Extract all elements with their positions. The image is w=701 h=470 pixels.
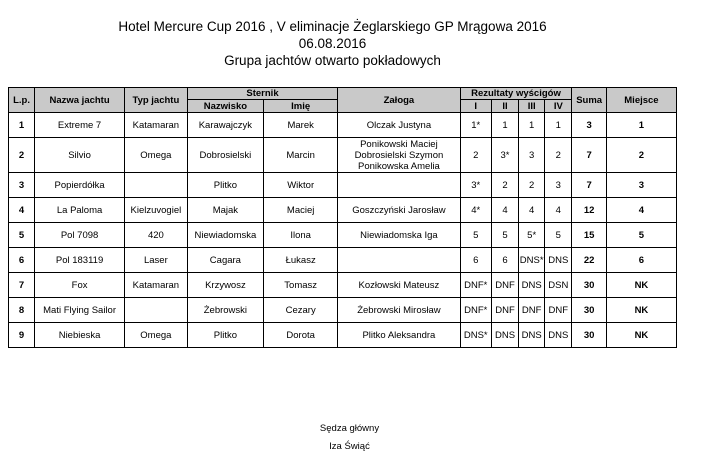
cell-yacht-type: Laser [125,248,188,273]
col-crew: Załoga [338,88,460,113]
table-row [9,273,677,298]
cell-yacht-type: Kielzuvogiel [125,198,188,223]
cell-place: 6 [606,248,676,273]
table-row [9,298,677,323]
table-row [9,198,677,223]
cell-place: NK [606,323,676,348]
cell-race-4: DNF [545,298,572,323]
col-race-3: III [519,100,545,113]
cell-sum: 22 [572,248,606,273]
col-surname: Nazwisko [187,100,263,113]
cell-yacht-name: Pol 7098 [35,223,125,248]
cell-sum: 30 [572,323,606,348]
judge-name: Iza Świąć [329,441,370,452]
crew-member: Olczak Justyna [366,119,432,131]
cell-race-2: DNF [491,273,518,298]
col-place: Miejsce [606,88,676,113]
crew-member: Dobrosielski Szymon [354,149,444,161]
cell-race-4: 3 [545,173,572,198]
cell-lp: 1 [9,113,35,138]
cell-sum: 7 [572,173,606,198]
cell-race-1: 1* [460,113,491,138]
col-yacht-type: Typ jachtu [125,88,188,113]
cell-lp: 2 [9,138,35,173]
cell-place: 5 [606,223,676,248]
cell-sum: 7 [572,138,606,173]
cell-sum: 30 [572,273,606,298]
cell-crew [338,138,460,173]
cell-race-1: 3* [460,173,491,198]
cell-crew [338,298,460,323]
col-race-2: II [491,100,518,113]
judge-title: Sędza główny [319,423,380,434]
cell-firstname: Ilona [264,223,338,248]
table-row [9,223,677,248]
cell-race-3: DNS [519,323,545,348]
cell-surname: Plitko [187,173,263,198]
results-table [8,87,677,348]
cell-crew [338,113,460,138]
cell-race-1: 5 [460,223,491,248]
col-results: Rezultaty wyścigów [460,88,572,100]
cell-race-1: 6 [460,248,491,273]
cell-firstname: Tomasz [264,273,338,298]
cell-place: NK [606,298,676,323]
cell-yacht-type [125,173,188,198]
table-row [9,173,677,198]
cell-yacht-type: Katamaran [125,113,188,138]
cell-race-1: DNF* [460,298,491,323]
cell-race-3: 4 [519,198,545,223]
cell-crew [338,323,460,348]
cell-crew [338,273,460,298]
cell-place: 2 [606,138,676,173]
cell-firstname: Maciej [264,198,338,223]
cell-surname: Cagara [187,248,263,273]
cell-firstname: Marcin [264,138,338,173]
cell-surname: Majak [187,198,263,223]
cell-race-3: 3 [519,138,545,173]
cell-firstname: Marek [264,113,338,138]
col-race-1: I [460,100,491,113]
cell-race-1: DNF* [460,273,491,298]
cell-sum: 3 [572,113,606,138]
cell-yacht-type: Omega [125,138,188,173]
cell-firstname: Cezary [264,298,338,323]
col-sum: Suma [572,88,606,113]
cell-crew [338,173,460,198]
cell-race-1: DNS* [460,323,491,348]
cell-race-4: 4 [545,198,572,223]
cell-race-3: DNS [519,273,545,298]
col-lp: L.p. [9,88,35,113]
crew-member: Goszczyński Jarosław [352,204,446,216]
cell-race-2: 4 [491,198,518,223]
cell-race-3: 5* [519,223,545,248]
cell-lp: 3 [9,173,35,198]
cell-crew [338,223,460,248]
cell-crew [338,248,460,273]
cell-surname: Żebrowski [187,298,263,323]
cell-race-4: DSN [545,273,572,298]
cell-firstname: Wiktor [264,173,338,198]
cell-yacht-name: Pol 183119 [35,248,125,273]
cell-race-2: DNF [491,298,518,323]
cell-race-1: 4* [460,198,491,223]
cell-race-3: DNF [519,298,545,323]
cell-lp: 6 [9,248,35,273]
cell-sum: 30 [572,298,606,323]
cell-firstname: Łukasz [264,248,338,273]
title-group: Grupa jachtów otwarto pokładowych [224,53,441,68]
crew-member: Kozłowski Mateusz [358,279,440,291]
cell-race-4: 1 [545,113,572,138]
crew-member: Ponikowski Maciej [360,138,438,150]
col-helm: Sternik [187,88,338,100]
cell-yacht-name: Fox [35,273,125,298]
cell-yacht-name: Niebieska [35,323,125,348]
cell-firstname: Dorota [264,323,338,348]
cell-race-2: 3* [491,138,518,173]
cell-race-4: DNS [545,323,572,348]
cell-race-3: DNS* [519,248,545,273]
title-date: 06.08.2016 [298,36,367,51]
cell-place: NK [606,273,676,298]
cell-surname: Niewiadomska [187,223,263,248]
cell-place: 3 [606,173,676,198]
cell-race-2: 1 [491,113,518,138]
cell-race-4: 5 [545,223,572,248]
crew-member: Plitko Aleksandra [362,329,436,341]
cell-lp: 5 [9,223,35,248]
cell-yacht-name: Mati Flying Sailor [35,298,125,323]
cell-race-2: DNS [491,323,518,348]
cell-lp: 9 [9,323,35,348]
table-row [9,138,677,173]
cell-yacht-type [125,298,188,323]
cell-surname: Dobrosielski [187,138,263,173]
cell-lp: 4 [9,198,35,223]
cell-yacht-name: Popierdółka [35,173,125,198]
cell-surname: Karawajczyk [187,113,263,138]
cell-race-2: 2 [491,173,518,198]
cell-race-3: 2 [519,173,545,198]
cell-yacht-type: Katamaran [125,273,188,298]
table-row [9,248,677,273]
cell-yacht-name: Extreme 7 [35,113,125,138]
cell-race-3: 1 [519,113,545,138]
cell-sum: 12 [572,198,606,223]
crew-member: Ponikowska Amelia [357,160,440,172]
cell-race-2: 5 [491,223,518,248]
cell-race-1: 2 [460,138,491,173]
cell-crew [338,198,460,223]
col-firstname: Imię [264,100,338,113]
title-line-1: Hotel Mercure Cup 2016 , V eliminacje Żeglarskiego GP Mrągowa 2016 [118,19,547,34]
table-row [9,323,677,348]
crew-member: Żebrowski Mirosław [357,304,441,316]
cell-surname: Krzywosz [187,273,263,298]
cell-lp: 7 [9,273,35,298]
cell-surname: Plitko [187,323,263,348]
col-yacht-name: Nazwa jachtu [35,88,125,113]
cell-yacht-name: Silvio [35,138,125,173]
cell-yacht-type: Omega [125,323,188,348]
cell-race-4: 2 [545,138,572,173]
cell-sum: 15 [572,223,606,248]
crew-member: Niewiadomska Iga [360,229,438,241]
cell-place: 1 [606,113,676,138]
cell-race-4: DNS [545,248,572,273]
cell-yacht-name: La Paloma [35,198,125,223]
cell-race-2: 6 [491,248,518,273]
col-race-4: IV [545,100,572,113]
cell-yacht-type: 420 [125,223,188,248]
cell-place: 4 [606,198,676,223]
cell-lp: 8 [9,298,35,323]
table-row [9,113,677,138]
